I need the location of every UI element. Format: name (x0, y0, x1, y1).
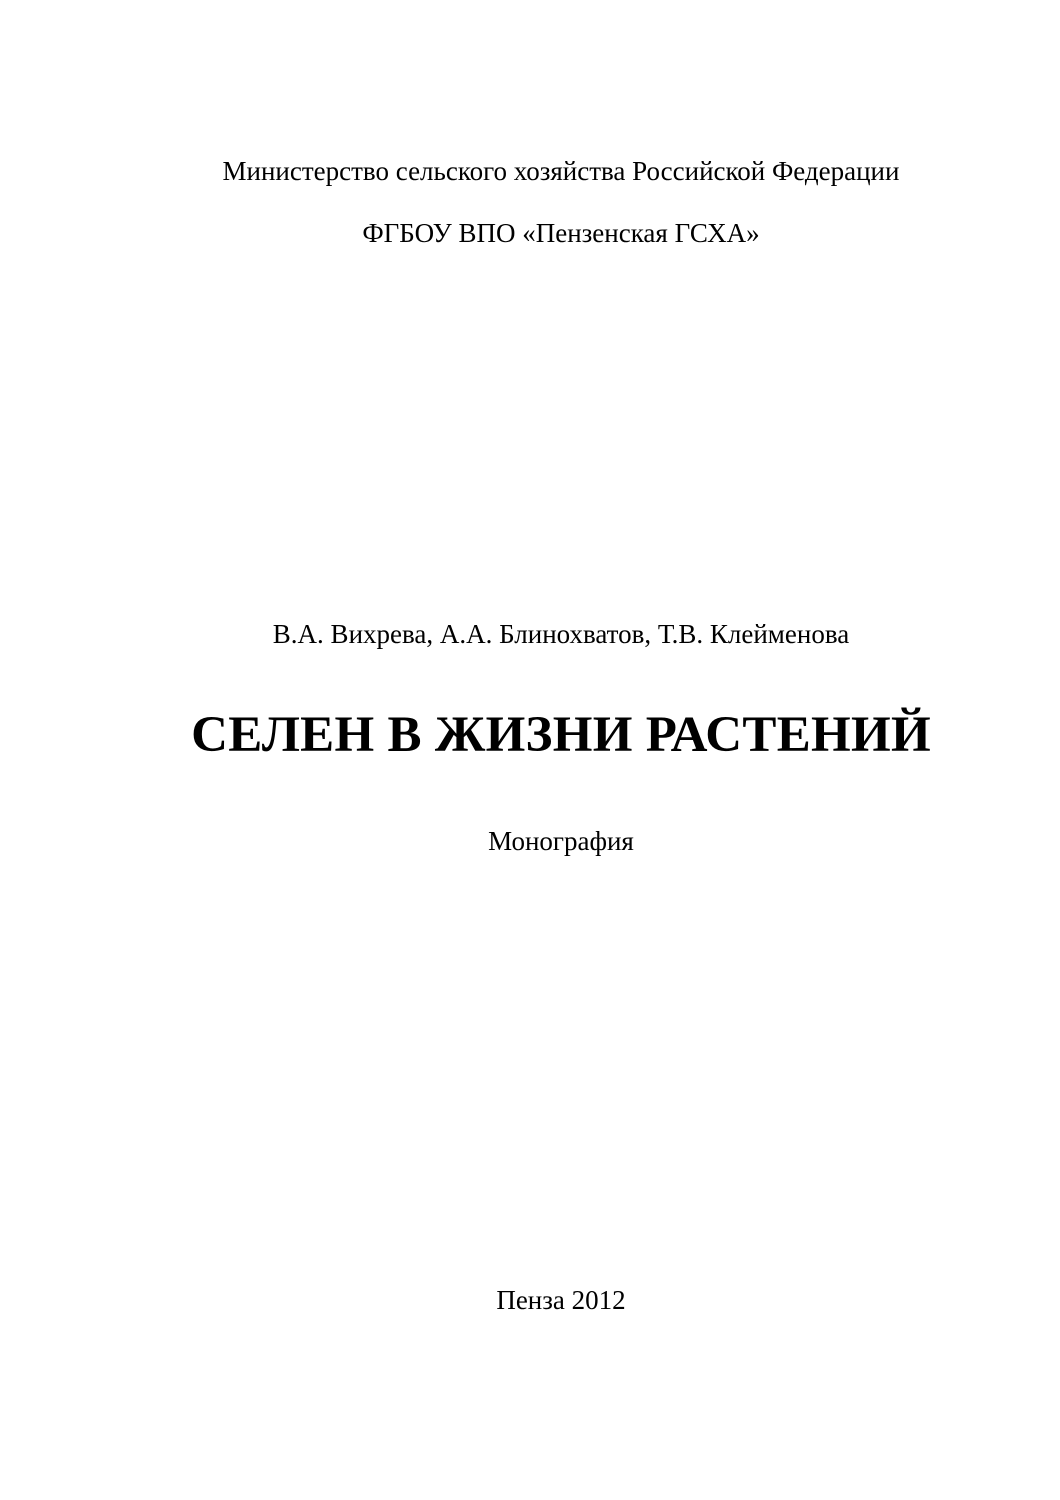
imprint-place-year: Пенза 2012 (496, 1285, 626, 1315)
genre-label: Монография (488, 826, 634, 856)
ministry-name: Министерство сельского хозяйства Российской Федерации (222, 156, 900, 186)
book-title: СЕЛЕН В ЖИЗНИ РАСТЕНИЙ (191, 707, 931, 763)
institution-name: ФГБОУ ВПО «Пензенская ГСХА» (362, 218, 760, 248)
authors: В.А. Вихрева, А.А. Блинохватов, Т.В. Клейменова (272, 619, 850, 649)
